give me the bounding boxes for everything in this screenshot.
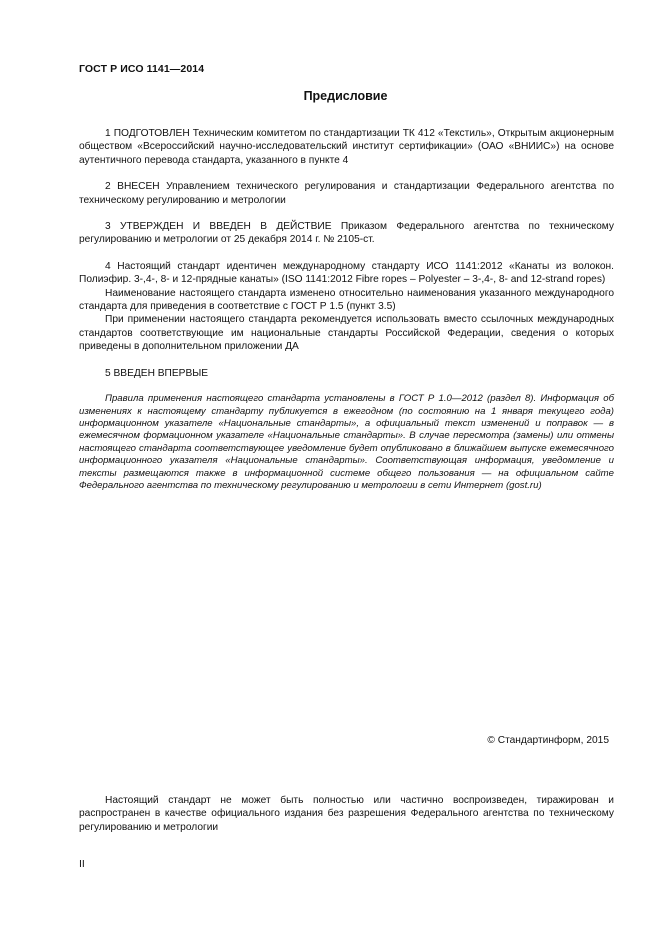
- copyright-notice: © Стандартинформ, 2015: [487, 735, 609, 746]
- page-title: Предисловие: [303, 89, 388, 103]
- paragraph-introduced: 2 ВНЕСЕН Управлением технического регулирования и стандартизации Федерального агентства по техническому регулированию и метрологии: [79, 181, 614, 206]
- foreword-body: [79, 127, 614, 492]
- paragraph-name-changed: Наименование настоящего стандарта изменено относительно наименования указанного международного стандарта для приведения в соответствие с ГОСТ Р 1.5 (пункт 3.5): [79, 287, 614, 313]
- application-rules-note: Правила применения настоящего стандарта установлены в ГОСТ Р 1.0—2012 (раздел 8). Информация об изменениях к настоящему стандарту публикуется в ежегодном (по состоянию на 1 января текущего года) информационном указателе «Национальные стандарты», а официальный текст изменений и поправок — в ежемесячном формационном указателе «Национальные стандарты». В случае пересмотра (замены) или отмены настоящего стандарта соответствующее уведомление будет опубликовано в ближайшем выпуске ежемесячного информационного указателя «Национальные стандарты». Соответствующая информация, уведомление и тексты размещаются также в информационной системе общего пользования — на официальном сайте Федерального агентства по техническому регулированию и метрологии в сети Интернет (gost.ru): [79, 393, 614, 491]
- paragraph-prepared: 1 ПОДГОТОВЛЕН Техническим комитетом по стандартизации ТК 412 «Текстиль», Открытым акционерным обществом «Всероссийский научно-исследовательский институт сертификации» (ОАО «ВНИИС») на основе аутентичного перевода стандарта, указанного в пункте 4: [79, 128, 614, 166]
- paragraph-identical: 4 Настоящий стандарт идентичен международному стандарту ИСО 1141:2012 «Канаты из волокон. Полиэфир. 3-,4-, 8- и 12-прядные канаты» (ISO 1141:2012 Fibre ropes – Polyester – 3-,4-, 8- and 12-strand ropes): [79, 260, 614, 286]
- document-code: ГОСТ Р ИСО 1141—2014: [79, 63, 205, 75]
- paragraph-approved: 3 УТВЕРЖДЕН И ВВЕДЕН В ДЕЙСТВИЕ Приказом Федерального агентства по техническому регулированию и метрологии от 25 декабря 2014 г. № 2105-ст.: [79, 221, 614, 246]
- paragraph-references: При применении настоящего стандарта рекомендуется использовать вместо ссылочных международных стандартов соответствующие им национальные стандарты Российской Федерации, сведения о которых приведены в дополнительном приложении ДА: [79, 314, 614, 353]
- page-number: II: [79, 858, 85, 870]
- reproduction-notice: Настоящий стандарт не может быть полностью или частично воспроизведен, тиражирован и распространен в качестве официального издания без разрешения Федерального агентства по техническому регулированию и метрологии: [79, 795, 614, 833]
- paragraph-first-introduced: 5 ВВЕДЕН ВПЕРВЫЕ: [105, 367, 209, 379]
